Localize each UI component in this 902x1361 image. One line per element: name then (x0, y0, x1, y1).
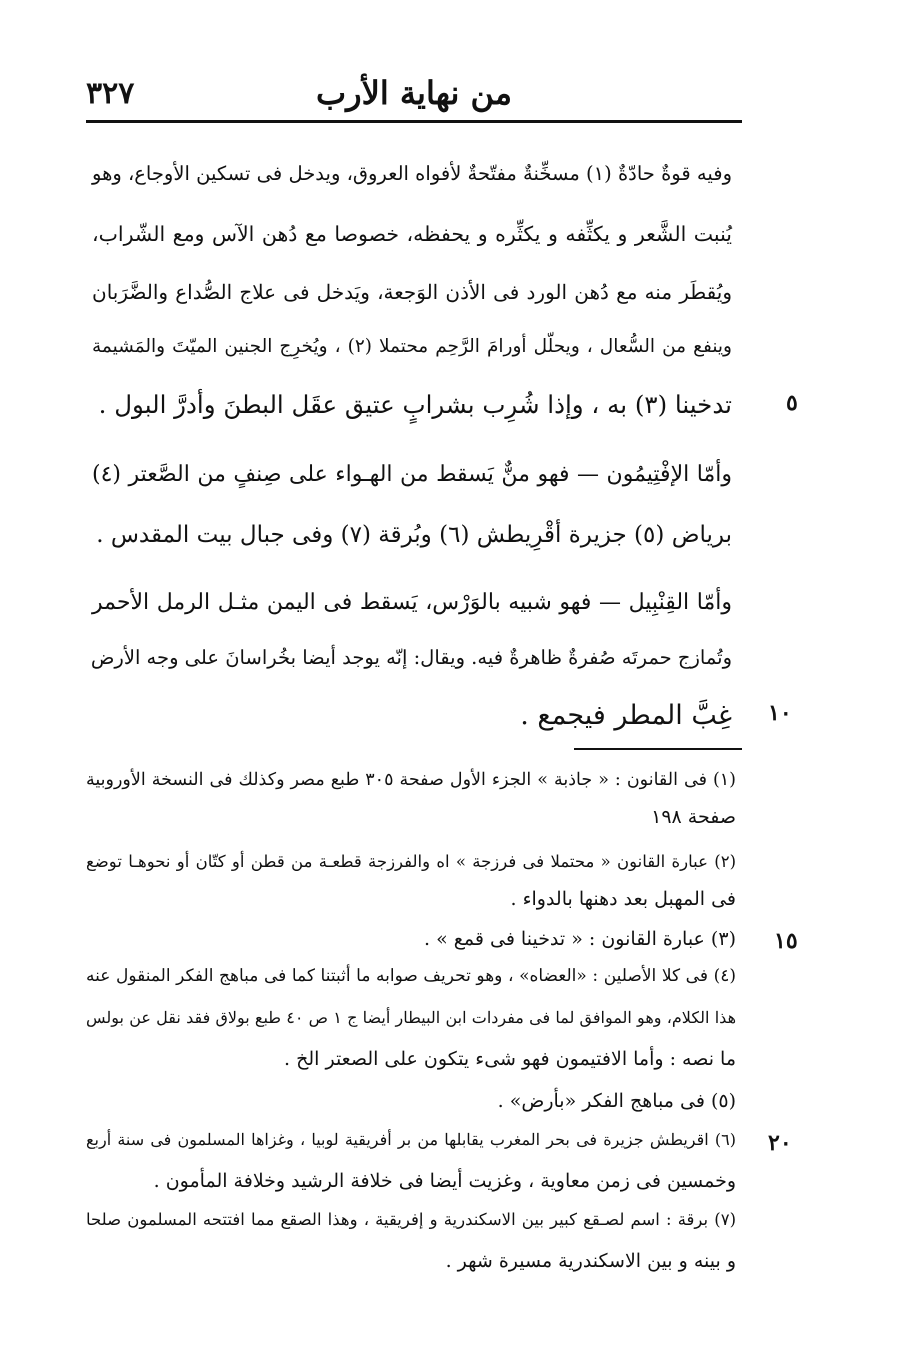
page-number: ٣٢٧ (86, 76, 135, 111)
margin-line-number: ١٠ (768, 700, 792, 726)
footnote-separator (574, 748, 742, 750)
body-line: وأمّا القِنْبِيل — فهو شبيه بالوَرْس، يَسقط فى اليمن مثـل الرمل الأحمر (92, 590, 732, 615)
footnote-line: وخمسين فى زمن معاوية ، وغزيت أيضا فى خلافة الرشيد وخلافة المأمون . (153, 1170, 736, 1192)
running-title: من نهاية الأرب (316, 74, 512, 112)
footnote-line: ما نصه : وأما الافتيمون فهو شىء يتكون على الصعتر الخ . (284, 1048, 736, 1070)
footnote-line: (٧) برقة : اسم لصـقع كبير بين الاسكندرية و إفريقية ، وهذا الصقع مما افتتحه المسلمون صلحا (86, 1210, 736, 1229)
footnote-line: و بينه و بين الاسكندرية مسيرة شهر . (445, 1250, 736, 1272)
body-line: ويُقطَر منه مع دُهن الورد فى الأذن الوَجعة، ويَدخل فى علاج الصُّداع والضَّرَبان (92, 280, 732, 304)
footnote-line: (١) فى القانون : « جاذبة » الجزء الأول صفحة ٣٠٥ طبع مصر وكذلك فى النسخة الأوروبية (86, 770, 736, 790)
body-line: وفيه قوةٌ حادّةٌ (١) مسخِّنةٌ مفتّحةٌ لأفواه العروق، ويدخل فى تسكين الأوجاع، وهو (92, 162, 732, 185)
body-line: يُنبت الشَّعر و يكثِّفه و يكثِّره و يحفظه، خصوصا مع دُهن الآس ومع الشّراب، (92, 222, 732, 246)
footnote-line: (٢) عبارة القانون « محتملا فى فرزجة » اه والفرزجة قطعـة من قطن أو كتّان أو نحوهـا توضع (86, 852, 736, 871)
footnote-line: صفحة ١٩٨ (651, 806, 736, 828)
footnote-line: (٥) فى مباهج الفكر «بأرض» . (497, 1090, 736, 1112)
body-line: وتُمازج حمرتَه صُفرةٌ ظاهرةٌ فيه. ويقال: إنّه يوجد أيضا بخُراسانَ على وجه الأرض (90, 646, 732, 669)
body-line: برياض (٥) جزيرة أقْرِيطش (٦) وبُرقة (٧) وفى جبال بيت المقدس . (96, 522, 732, 548)
footnote-line: (٤) فى كلا الأصلين : «العضاه» ، وهو تحريف صوابه ما أثبتنا كما فى مباهج الفكر المنقول عنه (86, 966, 736, 986)
margin-line-number: ٢٠ (768, 1130, 792, 1156)
body-line: وينفع من السُّعال ، ويحلّل أورامَ الرَّحِم محتملا (٢) ، ويُخرِج الجنين الميّتَ والمَشيمة (92, 336, 732, 357)
page-header (86, 72, 742, 118)
margin-line-number: ٥ (786, 390, 798, 416)
body-line: وأمّا الإفْتِيمُون — فهو منٌّ يَسقط من الهـواء على صِنفٍ من الصَّعتر (٤) (92, 462, 732, 487)
margin-line-number: ١٥ (774, 928, 798, 954)
footnote-line: فى المهبل بعد دهنها بالدواء . (510, 888, 736, 910)
footnote-line: (٣) عبارة القانون : « تدخينا فى قمع » . (424, 928, 736, 950)
footnote-line: (٦) اقريطش جزيرة فى بحر المغرب يقابلها من بر أفريقية لوبيا ، وغزاها المسلمون فى سنة أربع (86, 1130, 736, 1149)
body-line: غِبَّ المطر فيجمع . (520, 700, 732, 731)
footnote-line: هذا الكلام، وهو الموافق لما فى مفردات ابن البيطار أيضا ج ١ ص ٤٠ طبع بولاق فقد نقل عن بولس (86, 1008, 737, 1027)
header-rule (86, 120, 742, 123)
body-line: تدخينا (٣) به ، وإذا شُرِب بشرابٍ عتيق عقَل البطنَ وأدرَّ البول . (98, 390, 732, 419)
